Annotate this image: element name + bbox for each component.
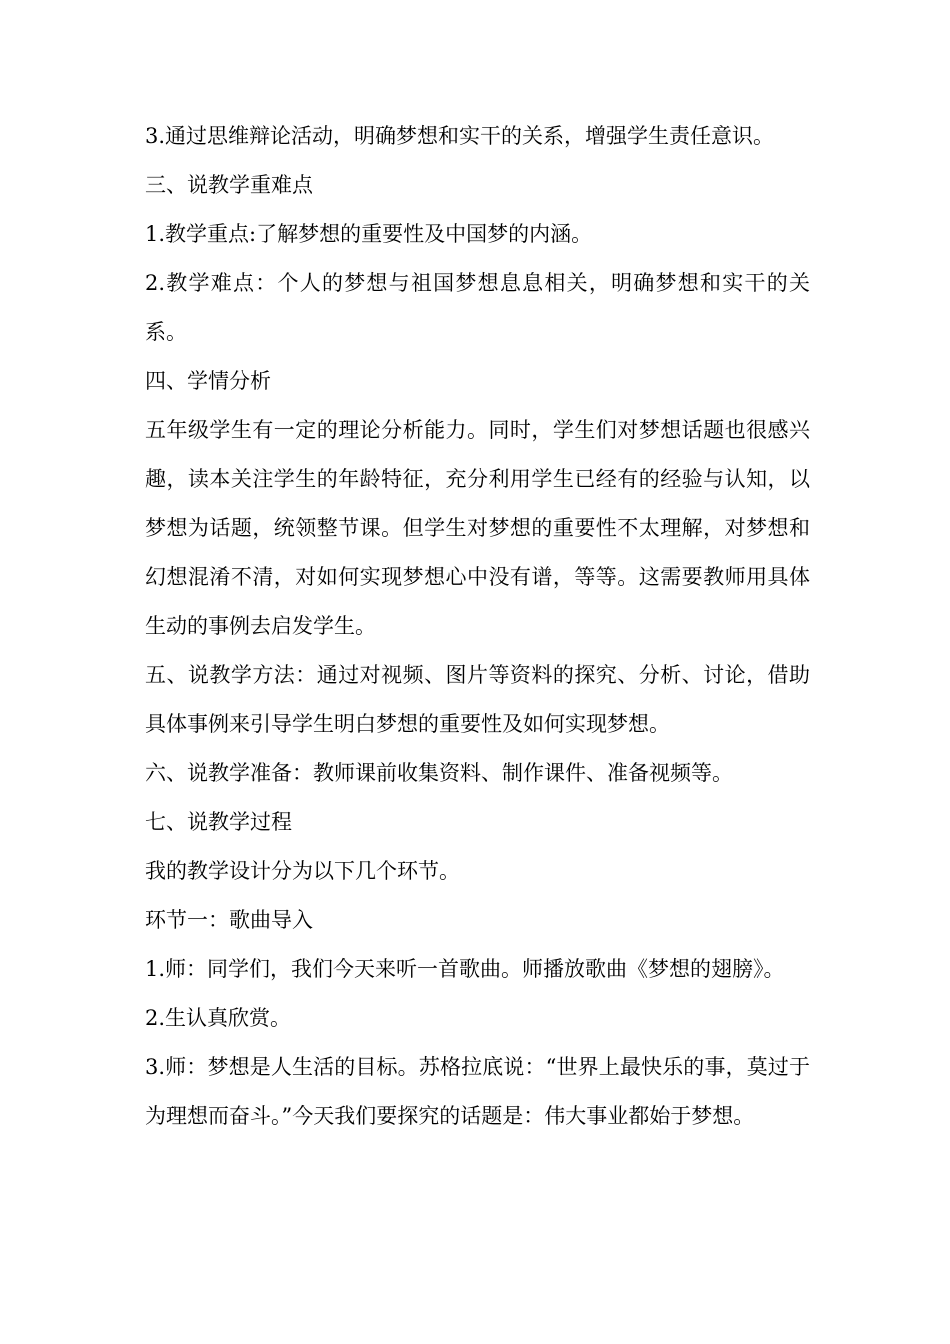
paragraph-teaching-method: 五、说教学方法：通过对视频、图片等资料的探究、分析、讨论，借助具体事例来引导学生明白梦想的重要性及如何实现梦想。 xyxy=(145,663,810,736)
document-page xyxy=(145,112,810,1141)
heading-learner-analysis: 四、学情分析 xyxy=(145,369,271,393)
paragraph-design-intro: 我的教学设计分为以下几个环节。 xyxy=(145,859,460,883)
paragraph-step-1: 1.师：同学们，我们今天来听一首歌曲。师播放歌曲《梦想的翅膀》。 xyxy=(145,957,785,981)
paragraph-difficult-point: 2.教学难点：个人的梦想与祖国梦想息息相关，明确梦想和实干的关系。 xyxy=(145,271,810,344)
paragraph-step-3: 3.师：梦想是人生活的目标。苏格拉底说：“世界上最快乐的事，莫过于为理想而奋斗。”今天我们要探究的话题是：伟大事业都始于梦想。 xyxy=(145,1055,810,1128)
heading-step-one: 环节一：歌曲导入 xyxy=(145,908,313,932)
paragraph-key-point: 1.教学重点:了解梦想的重要性及中国梦的内涵。 xyxy=(145,222,593,246)
paragraph-step-2: 2.生认真欣赏。 xyxy=(145,1006,292,1030)
paragraph-learner-analysis: 五年级学生有一定的理论分析能力。同时，学生们对梦想话题也很感兴趣，读本关注学生的年龄特征，充分利用学生已经有的经验与认知，以梦想为话题，统领整节课。但学生对梦想的重要性不太理解，对梦想和幻想混淆不清，对如何实现梦想心中没有谱，等等。这需要教师用具体生动的事例去启发学生。 xyxy=(145,418,810,638)
heading-teaching-process: 七、说教学过程 xyxy=(145,810,292,834)
paragraph-teaching-preparation: 六、说教学准备：教师课前收集资料、制作课件、准备视频等。 xyxy=(145,761,733,785)
heading-key-difficult-points: 三、说教学重难点 xyxy=(145,173,313,197)
paragraph-goal-3: 3.通过思维辩论活动，明确梦想和实干的关系，增强学生责任意识。 xyxy=(145,124,775,148)
